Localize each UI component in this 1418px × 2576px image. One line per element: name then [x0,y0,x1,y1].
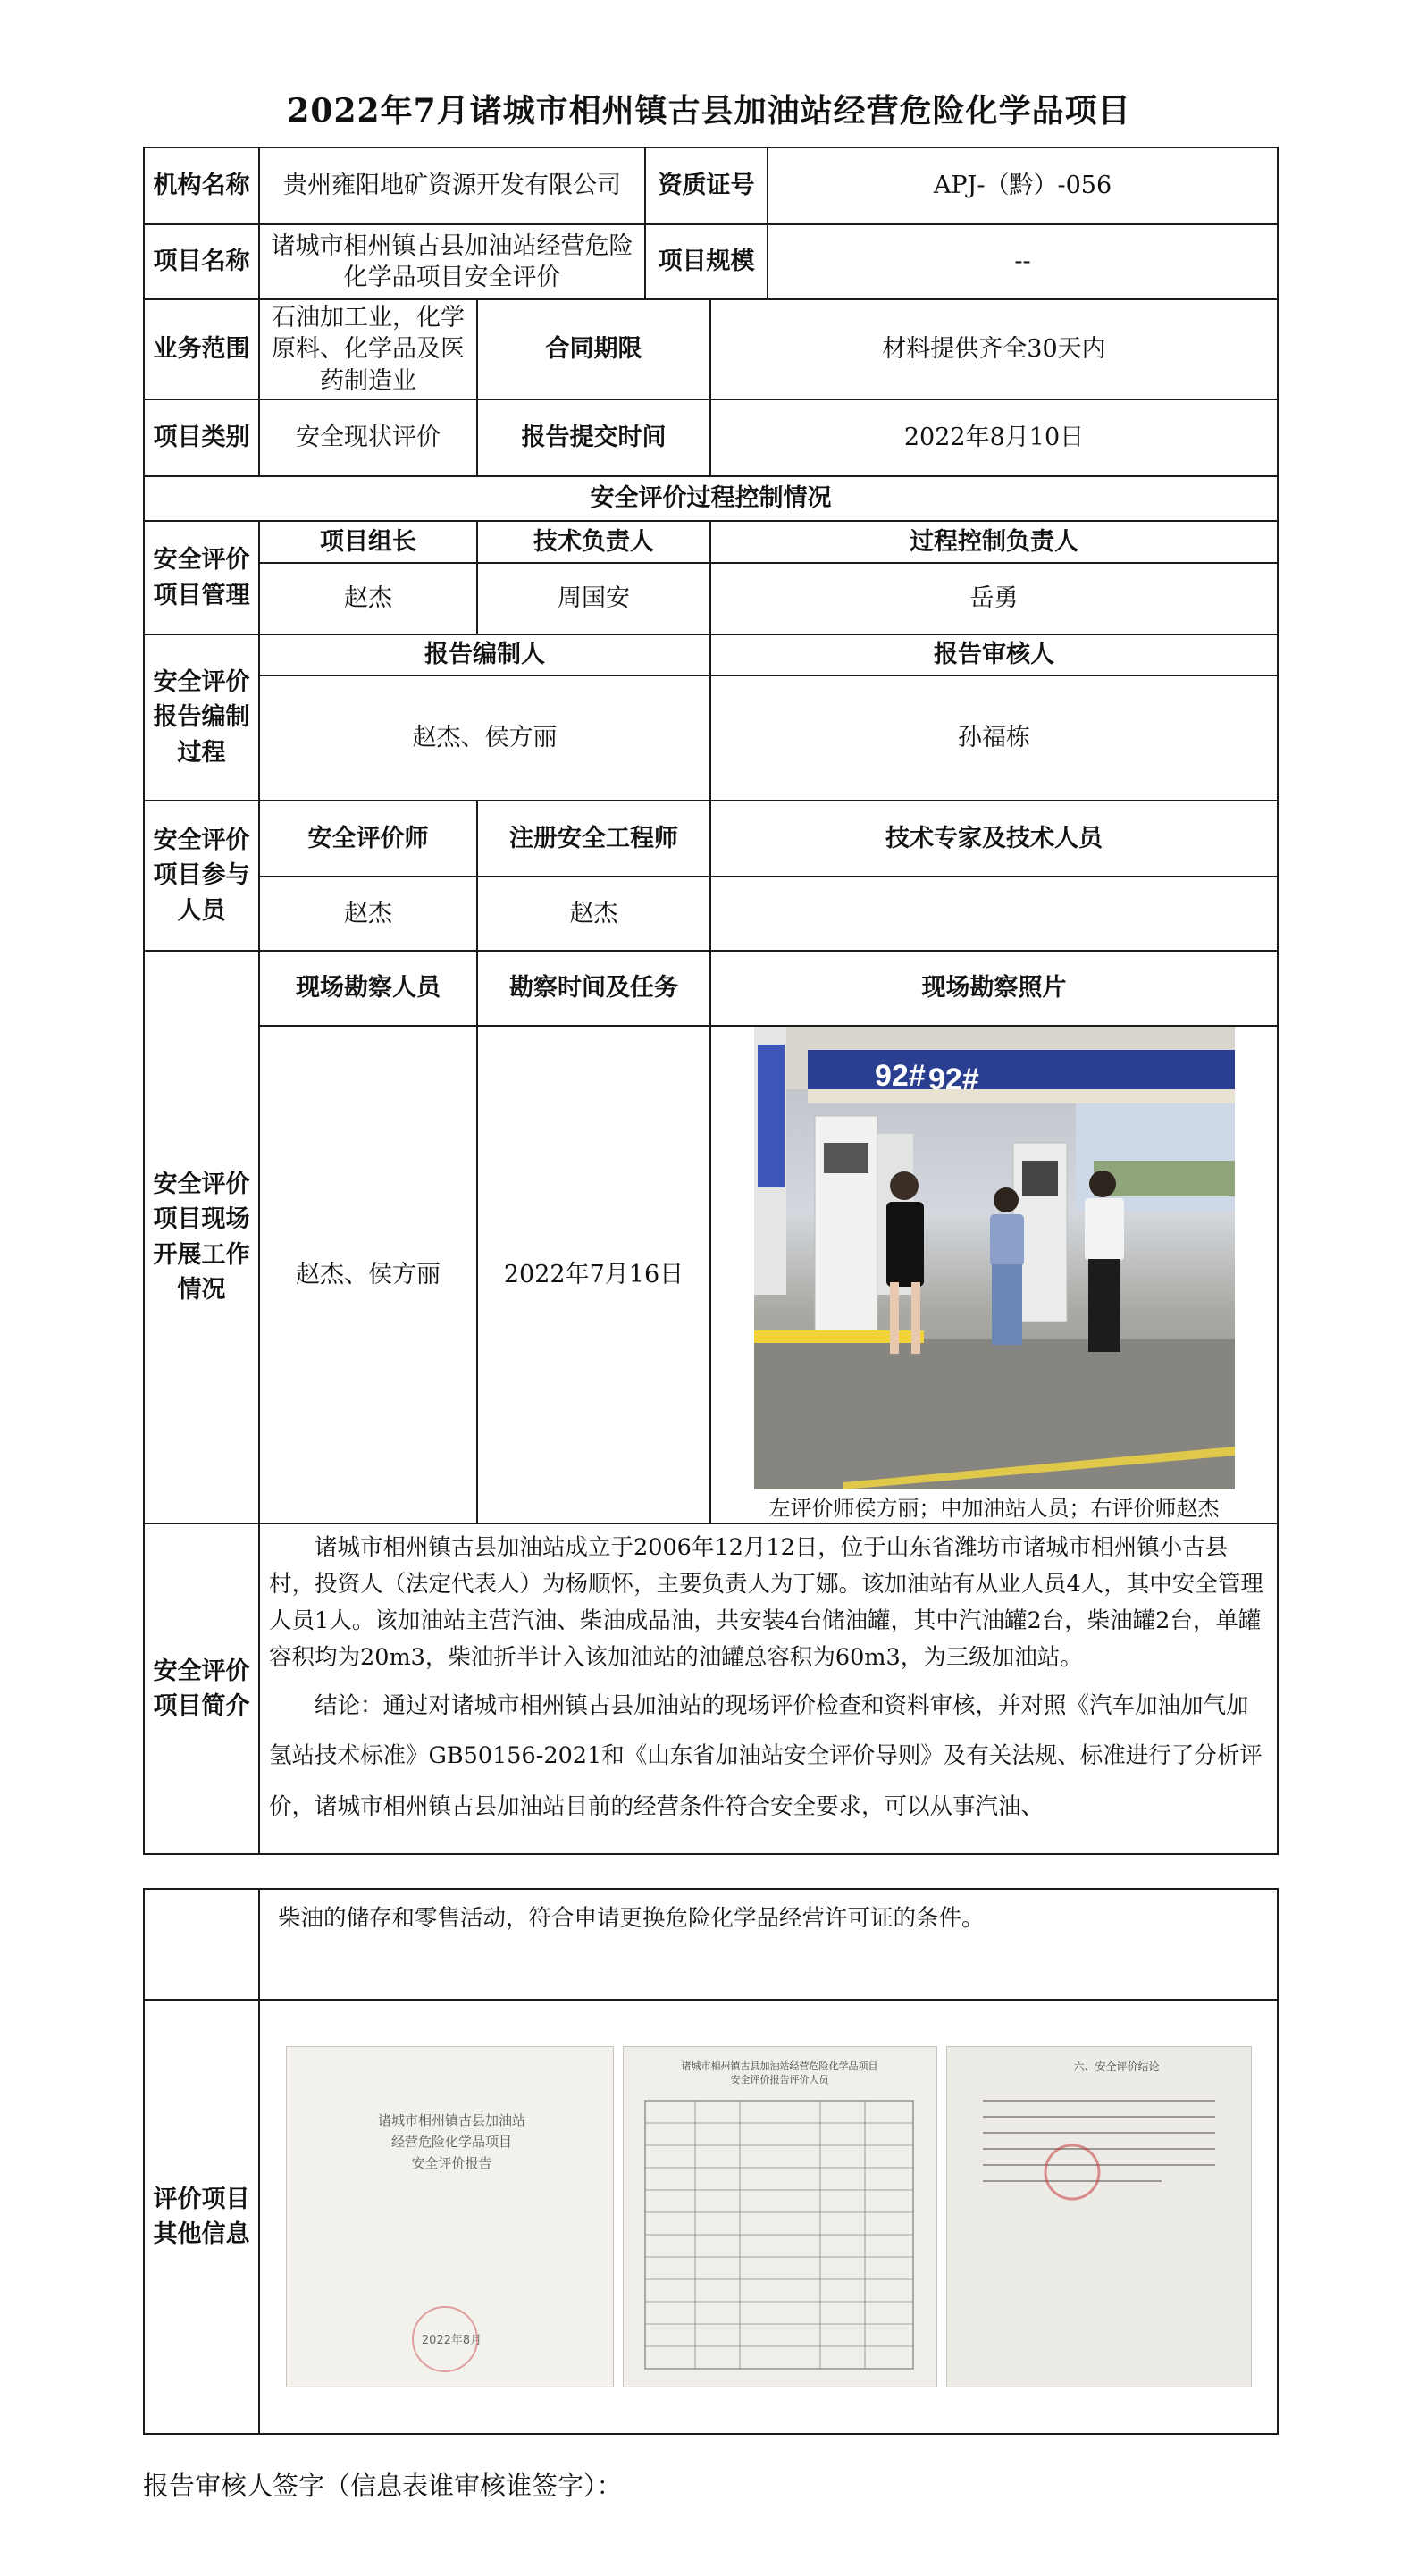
project-name-value: 诸城市相州镇古县加油站经营危险化学品项目安全评价 [259,224,645,299]
summary-continuation [259,1889,1278,2000]
submit-time-label: 报告提交时间 [477,399,710,476]
page-title: 2022年7月诸城市相州镇古县加油站经营危险化学品项目 [287,92,1131,130]
process-control-header: 安全评价过程控制情况 [144,476,1278,521]
business-scope-value: 石油加工业，化学原料、化学品及医药制造业 [259,299,477,399]
document-photos [260,2046,1277,2387]
conclusion-text-icon [947,2047,1251,2387]
continuation-table [143,1888,1279,2435]
process-lead-header: 过程控制负责人 [710,521,1278,563]
staff-list-title: 诸城市相州镇古县加油站经营危险化学品项目 安全评价报告评价人员 [681,2060,878,2086]
other-info-label: 评价项目其他信息 [144,2000,259,2434]
evaluator-value: 赵杰 [259,877,477,951]
project-type-label: 项目类别 [144,399,259,476]
tech-lead-header: 技术负责人 [477,521,710,563]
pump-sign-2: 92# [927,1062,979,1096]
contract-value: 材料提供齐全30天内 [710,299,1278,399]
project-name-label: 项目名称 [144,224,259,299]
management-label: 安全评价项目管理 [144,521,259,634]
site-photo-header: 现场勘察照片 [710,951,1278,1026]
summary-paragraph-2: 结论：通过对诸城市相州镇古县加油站的现场评价检查和资料审核，并对照《汽车加油加气加氢站技术标准》GB50156-2021和《山东省加油站安全评价导则》及有关法规、标准进行了分析评价，诸城市相州镇古县加油站目前的经营条件符合安全要求，可以从事汽油、 [269,1692,1263,1820]
report-cover-photo [286,2046,614,2387]
cert-value: APJ-（黔）-056 [768,147,1278,224]
staff-table-icon [624,2047,936,2387]
scale-value: -- [768,224,1278,299]
org-label: 机构名称 [144,147,259,224]
safety-engineer-header: 注册安全工程师 [477,801,710,877]
org-value: 贵州雍阳地矿资源开发有限公司 [259,147,645,224]
summary-text [259,1523,1278,1854]
experts-value [710,877,1278,951]
submit-time-value: 2022年8月10日 [710,399,1278,476]
summary-label: 安全评价项目简介 [144,1523,259,1854]
site-work-label: 安全评价项目现场开展工作情况 [144,951,259,1523]
gas-station-photo [754,1027,1235,1489]
project-type-value: 安全现状评价 [259,399,477,476]
scale-label: 项目规模 [645,224,768,299]
reviewer-header: 报告审核人 [710,634,1278,675]
tech-lead-value: 周国安 [477,563,710,634]
team-leader-header: 项目组长 [259,521,477,563]
compile-label: 安全评价报告编制过程 [144,634,259,801]
seal-stamp-icon [412,2306,478,2372]
team-leader-value: 赵杰 [259,563,477,634]
summary-paragraph-1: 诸城市相州镇古县加油站成立于2006年12月12日，位于山东省潍坊市诸城市相州镇小古县村，投资人（法定代表人）为杨顺怀，主要负责人为丁娜。该加油站有从业人员4人，其中安全管理人员1人。该加油站主营汽油、柴油成品油，共安装4台储油罐，其中汽油罐2台，柴油罐2台，单罐容积均为20m3，柴油折半计入该加油站的油罐总容积为60m3，为三级加油站。 [269,1534,1263,1671]
conclusion-title: 六、安全评价结论 [1073,2060,1160,2073]
site-time-header: 勘察时间及任务 [477,951,710,1026]
evaluator-header: 安全评价师 [259,801,477,877]
staff-list-photo [623,2046,937,2387]
summary-paragraph-3: 柴油的储存和零售活动，符合申请更换危险化学品经营许可证的条件。 [278,1905,985,1932]
reviewer-value: 孙福栋 [710,675,1278,801]
pump-sign-1: 92# [874,1059,926,1093]
report-cover-date: 2022年8月 [421,2334,482,2347]
site-photo-cell [710,1026,1278,1523]
continuation-label-cell [144,1889,259,2000]
compiler-header: 报告编制人 [259,634,710,675]
participants-label: 安全评价项目参与人员 [144,801,259,951]
site-time-value: 2022年7月16日 [477,1026,710,1523]
contract-label: 合同期限 [477,299,710,399]
cert-label: 资质证号 [645,147,768,224]
experts-header: 技术专家及技术人员 [710,801,1278,877]
compiler-value: 赵杰、侯方丽 [259,675,710,801]
report-cover-title: 诸城市相州镇古县加油站 经营危险化学品项目 安全评价报告 [377,2112,525,2171]
reviewer-signature-line: 报告审核人签字（信息表谁审核谁签字）： [143,2471,623,2501]
process-lead-value: 岳勇 [710,563,1278,634]
info-table [143,147,1279,1855]
conclusion-photo [946,2046,1252,2387]
business-scope-label: 业务范围 [144,299,259,399]
site-photo [754,1027,1235,1489]
other-info-images [259,2000,1278,2434]
site-staff-header: 现场勘察人员 [259,951,477,1026]
site-staff-value: 赵杰、侯方丽 [259,1026,477,1523]
photo-caption: 左评价师侯方丽；中加油站人员；右评价师赵杰 [768,1496,1220,1521]
safety-engineer-value: 赵杰 [477,877,710,951]
